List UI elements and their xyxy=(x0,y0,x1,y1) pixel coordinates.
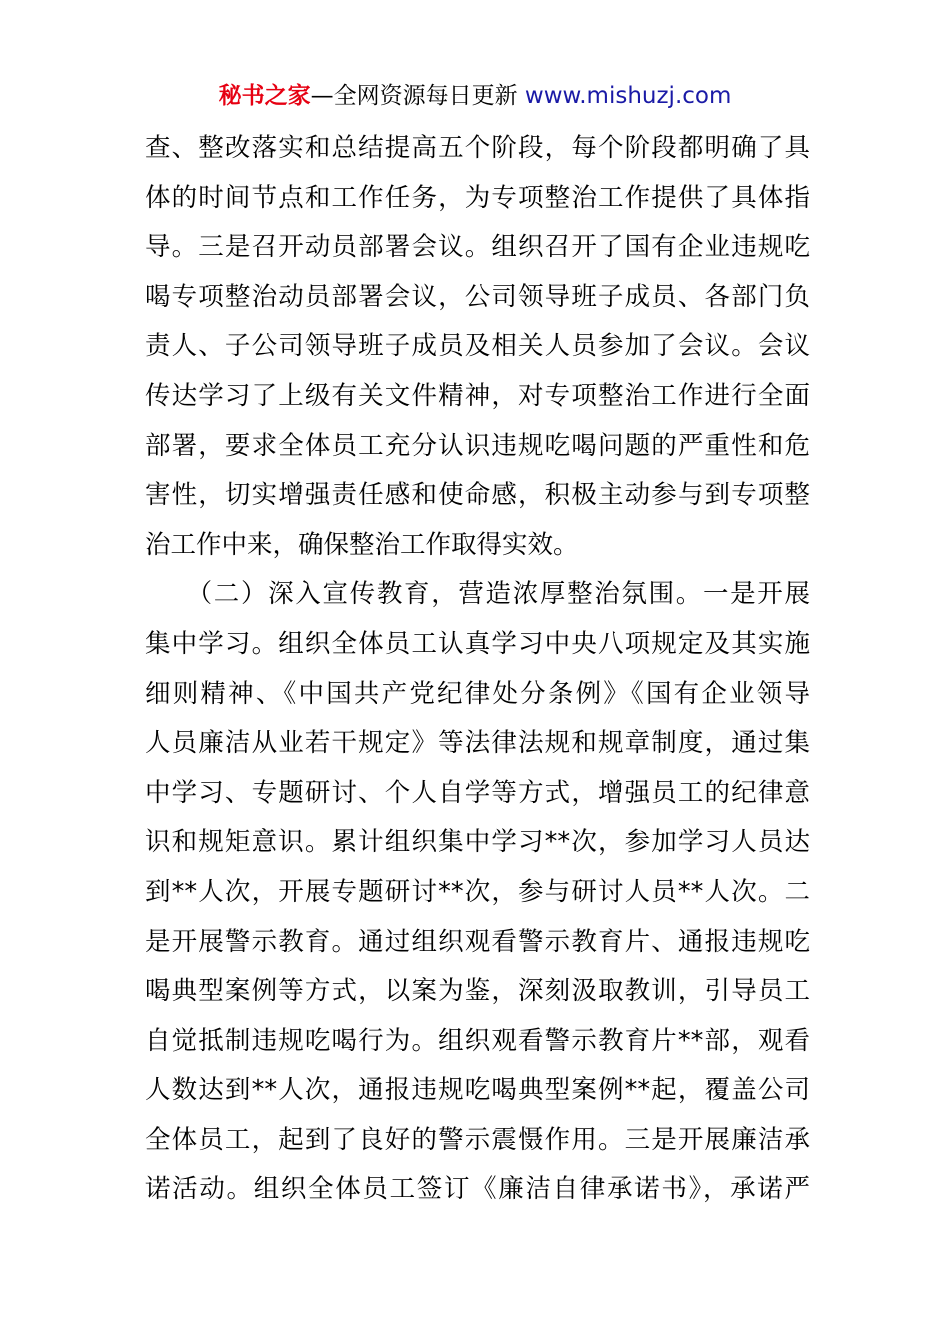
site-brand: 秘书之家 xyxy=(218,83,311,109)
text-line: 自觉抵制违规吃喝行为。组织观看警示教育片**部，观看 xyxy=(145,1025,810,1056)
site-url-link[interactable]: www.mishuzj.com xyxy=(524,83,732,109)
text-line: 传达学习了上级有关文件精神，对专项整治工作进行全面 xyxy=(145,380,810,411)
text-line: 责人、子公司领导班子成员及相关人员参加了会议。会议 xyxy=(145,331,810,362)
text-line: 诺活动。组织全体员工签订《廉洁自律承诺书》，承诺严 xyxy=(145,1174,810,1205)
section-heading-line: （二）深入宣传教育，营造浓厚整治氛围。一是开展 xyxy=(145,579,810,610)
site-header xyxy=(0,80,950,112)
text-line: 集中学习。组织全体员工认真学习中央八项规定及其实施 xyxy=(145,628,810,659)
text-line: 体的时间节点和工作任务，为专项整治工作提供了具体指 xyxy=(145,182,810,213)
text-line: 人数达到**人次，通报违规吃喝典型案例**起，覆盖公司 xyxy=(145,1075,810,1106)
text-line: 喝专项整治动员部署会议，公司领导班子成员、各部门负 xyxy=(145,281,810,312)
text-line: 人员廉洁从业若干规定》等法律法规和规章制度，通过集 xyxy=(145,728,810,759)
site-tagline: —全网资源每日更新 xyxy=(310,83,525,109)
text-line: 识和规矩意识。累计组织集中学习**次，参加学习人员达 xyxy=(145,827,810,858)
document-body xyxy=(145,124,810,1215)
text-line: 部署，要求全体员工充分认识违规吃喝问题的严重性和危 xyxy=(145,430,810,461)
text-line: 导。三是召开动员部署会议。组织召开了国有企业违规吃 xyxy=(145,232,810,263)
text-line: 是开展警示教育。通过组织观看警示教育片、通报违规吃 xyxy=(145,926,810,957)
text-line: 中学习、专题研讨、个人自学等方式，增强员工的纪律意 xyxy=(145,777,810,808)
text-line: 细则精神、《中国共产党纪律处分条例》《国有企业领导 xyxy=(145,678,810,709)
text-line: 查、整改落实和总结提高五个阶段，每个阶段都明确了具 xyxy=(145,133,810,163)
text-line: 喝典型案例等方式，以案为鉴，深刻汲取教训，引导员工 xyxy=(145,976,810,1007)
text-line: 全体员工，起到了良好的警示震慑作用。三是开展廉洁承 xyxy=(145,1124,810,1155)
text-line: 到**人次，开展专题研讨**次，参与研讨人员**人次。二 xyxy=(145,876,810,907)
paragraph-end-line: 治工作中来，确保整治工作取得实效。 xyxy=(145,529,579,560)
text-line: 害性，切实增强责任感和使命感，积极主动参与到专项整 xyxy=(145,480,810,511)
